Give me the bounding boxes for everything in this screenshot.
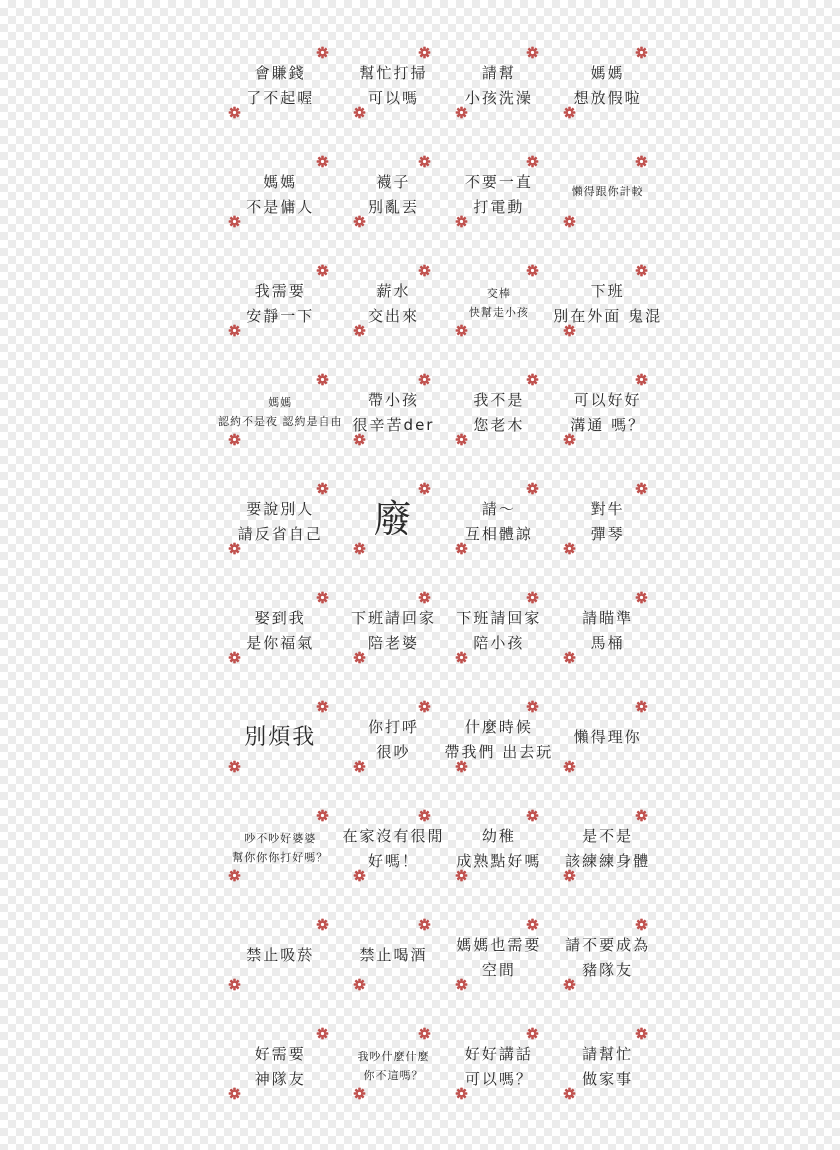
sticker-text-line-1: 對牛 [590,500,625,519]
sticker-text-line-1: 薪水 [376,282,411,301]
cross-flower-icon [563,106,576,119]
cross-flower-icon [455,215,468,228]
sticker-text-line-2: 交出來 [368,306,420,325]
sticker-text-line-1: 別煩我 [244,724,317,750]
sticker [445,1019,554,1128]
cross-flower-icon [526,918,539,931]
sticker-text-line-1: 會賺錢 [254,64,306,83]
sticker-text-line-1: 懶得跟你計較 [571,185,644,199]
sticker-text-line-2: 幫你你你打好嗎？ [232,850,329,864]
cross-flower-icon [228,869,241,882]
sticker-text-line-2: 做家事 [582,1069,634,1088]
cross-flower-icon [418,700,431,713]
sticker-text-line-2: 陪老婆 [368,633,420,652]
cross-flower-icon [526,482,539,495]
sticker [343,1019,445,1128]
cross-flower-icon [353,542,366,555]
cross-flower-icon [228,978,241,991]
cross-flower-icon [418,46,431,59]
sticker-text-line-2: 了不起喔 [246,88,315,107]
sticker-text-line-1: 吵不吵好婆婆 [244,831,317,845]
cross-flower-icon [526,591,539,604]
sticker [553,801,662,910]
sticker-text-line-1: 什麼時候 [464,718,533,737]
sticker-text-line-1: 媽媽也需要 [456,936,542,955]
sticker [218,38,343,147]
sticker [445,801,554,910]
sticker-text-line-2: 互相體諒 [464,524,533,543]
sticker [343,801,445,910]
cross-flower-icon [563,651,576,664]
sticker-text-line-2: 快幫走小孩 [468,305,529,319]
cross-flower-icon [353,106,366,119]
cross-flower-icon [635,700,648,713]
sticker-text-line-2: 神隊友 [254,1069,306,1088]
sticker [445,365,554,474]
sticker [343,910,445,1019]
cross-flower-icon [563,324,576,337]
sticker-text-line-1: 禁止吸菸 [246,946,315,965]
cross-flower-icon [316,373,329,386]
sticker-text-line-2: 很吵 [376,742,411,761]
sticker-text-line-2: 認約不是夜 認約是自由 [218,414,343,428]
cross-flower-icon [418,373,431,386]
cross-flower-icon [228,760,241,773]
sticker-text-line-2: 豬隊友 [582,960,634,979]
sticker [553,583,662,692]
sticker-text-line-1: 幫忙打掃 [359,64,428,83]
cross-flower-icon [635,1027,648,1040]
cross-flower-icon [526,809,539,822]
cross-flower-icon [455,106,468,119]
sticker-text-line-1: 媽媽 [590,64,625,83]
cross-flower-icon [316,482,329,495]
sticker-text-line-1: 娶到我 [254,609,306,628]
cross-flower-icon [418,482,431,495]
cross-flower-icon [418,918,431,931]
sticker [445,474,554,583]
cross-flower-icon [455,1087,468,1100]
cross-flower-icon [455,651,468,664]
sticker-text-line-2: 別在外面 鬼混 [553,306,663,325]
sticker-text-line-2: 彈琴 [590,524,625,543]
cross-flower-icon [455,978,468,991]
cross-flower-icon [353,215,366,228]
sticker-text-line-1: 是不是 [582,827,634,846]
cross-flower-icon [228,324,241,337]
sticker [553,692,662,801]
sticker-text-line-1: 我需要 [254,282,306,301]
cross-flower-icon [353,324,366,337]
sticker [218,910,343,1019]
sticker-text-line-2: 請反省自己 [237,524,323,543]
cross-flower-icon [353,869,366,882]
sticker-text-line-2: 不是傭人 [246,197,315,216]
cross-flower-icon [228,433,241,446]
sticker-text-line-1: 幼稚 [481,827,516,846]
sticker-text-line-2: 可以嗎？ [464,1069,533,1088]
sticker-text-line-2: 好嗎！ [368,851,420,870]
sticker-text-line-2: 打電動 [473,197,525,216]
sticker [553,38,662,147]
sticker-text-line-1: 要說別人 [246,500,315,519]
cross-flower-icon [316,700,329,713]
cross-flower-icon [228,651,241,664]
cross-flower-icon [635,155,648,168]
cross-flower-icon [635,809,648,822]
cross-flower-icon [316,264,329,277]
sticker-text-line-1: 不要一直 [464,173,533,192]
cross-flower-icon [316,591,329,604]
cross-flower-icon [228,106,241,119]
cross-flower-icon [316,918,329,931]
cross-flower-icon [455,433,468,446]
sticker [343,147,445,256]
sticker-text-line-2: 成熟點好嗎 [456,851,542,870]
sticker [445,583,554,692]
cross-flower-icon [418,155,431,168]
sticker-text-line-1: 請～ [481,500,516,519]
cross-flower-icon [228,215,241,228]
sticker [445,147,554,256]
sticker-sheet [218,38,663,1128]
cross-flower-icon [353,1087,366,1100]
sticker [343,692,445,801]
sticker-text-line-1: 下班請回家 [351,609,437,628]
cross-flower-icon [455,324,468,337]
sticker-text-line-1: 廢 [373,496,414,541]
sticker-text-line-2: 溝通 嗎？ [570,415,646,434]
sticker-text-line-1: 下班 [590,282,625,301]
sticker-text-line-1: 請瞄準 [582,609,634,628]
cross-flower-icon [563,1087,576,1100]
sticker [218,801,343,910]
cross-flower-icon [353,760,366,773]
cross-flower-icon [228,1087,241,1100]
cross-flower-icon [353,978,366,991]
sticker [343,365,445,474]
cross-flower-icon [228,542,241,555]
cross-flower-icon [563,433,576,446]
sticker-text-line-2: 馬桶 [590,633,625,652]
sticker-text-line-2: 安靜一下 [246,306,315,325]
sticker-text-line-1: 交棒 [486,286,511,300]
sticker-text-line-2: 想放假啦 [573,88,642,107]
sticker [218,256,343,365]
sticker-text-line-1: 好好講話 [464,1045,533,1064]
sticker [445,692,554,801]
sticker [218,583,343,692]
sticker-text-line-1: 懶得理你 [573,728,642,747]
cross-flower-icon [455,542,468,555]
sticker-text-line-2: 您老木 [473,415,525,434]
sticker-text-line-1: 下班請回家 [456,609,542,628]
sticker-text-line-1: 帶小孩 [368,391,420,410]
sticker [553,256,662,365]
sticker [343,38,445,147]
sticker-text-line-2: 很辛苦der [352,415,435,434]
cross-flower-icon [526,46,539,59]
cross-flower-icon [563,869,576,882]
sticker-text-line-1: 媽媽 [268,395,293,409]
sticker [553,910,662,1019]
cross-flower-icon [526,155,539,168]
cross-flower-icon [418,591,431,604]
cross-flower-icon [353,433,366,446]
cross-flower-icon [418,809,431,822]
cross-flower-icon [455,869,468,882]
sticker [553,365,662,474]
cross-flower-icon [353,651,366,664]
sticker [218,1019,343,1128]
sticker-text-line-1: 媽媽 [263,173,298,192]
sticker [445,910,554,1019]
sticker [445,38,554,147]
cross-flower-icon [635,264,648,277]
sticker-text-line-1: 請幫 [481,64,516,83]
sticker [445,256,554,365]
cross-flower-icon [635,46,648,59]
cross-flower-icon [526,700,539,713]
sticker [218,365,343,474]
sticker-text-line-2: 小孩洗澡 [464,88,533,107]
cross-flower-icon [526,1027,539,1040]
cross-flower-icon [563,215,576,228]
cross-flower-icon [563,542,576,555]
sticker [553,147,662,256]
sticker-text-line-1: 請不要成為 [565,936,651,955]
cross-flower-icon [635,918,648,931]
cross-flower-icon [526,264,539,277]
cross-flower-icon [635,591,648,604]
cross-flower-icon [563,978,576,991]
cross-flower-icon [316,46,329,59]
cross-flower-icon [418,1027,431,1040]
sticker [343,474,445,583]
sticker [343,256,445,365]
sticker-text-line-1: 在家沒有很閒 [342,827,445,846]
sticker-text-line-2: 別亂丟 [368,197,420,216]
sticker [218,474,343,583]
sticker [553,1019,662,1128]
sticker-text-line-1: 你打呼 [368,718,420,737]
sticker-text-line-2: 是你福氣 [246,633,315,652]
sticker [553,474,662,583]
cross-flower-icon [526,373,539,386]
sticker-text-line-1: 好需要 [254,1045,306,1064]
cross-flower-icon [635,373,648,386]
sticker [218,147,343,256]
sticker-text-line-2: 你不這嗎？ [363,1068,424,1082]
sticker [218,692,343,801]
sticker-text-line-1: 襪子 [376,173,411,192]
sticker-text-line-2: 該練練身體 [565,851,651,870]
sticker-text-line-1: 禁止喝酒 [359,946,428,965]
sticker-text-line-2: 帶我們 出去玩 [444,742,554,761]
sticker-text-line-1: 我不是 [473,391,525,410]
sticker-text-line-2: 陪小孩 [473,633,525,652]
cross-flower-icon [316,1027,329,1040]
cross-flower-icon [635,482,648,495]
cross-flower-icon [455,760,468,773]
sticker [343,583,445,692]
cross-flower-icon [316,809,329,822]
sticker-text-line-2: 可以嗎 [368,88,420,107]
sticker-text-line-1: 請幫忙 [582,1045,634,1064]
sticker-text-line-2: 空間 [481,960,516,979]
sticker-text-line-1: 可以好好 [573,391,642,410]
sticker-text-line-1: 我吵什麼什麼 [357,1049,430,1063]
cross-flower-icon [563,760,576,773]
cross-flower-icon [418,264,431,277]
cross-flower-icon [316,155,329,168]
